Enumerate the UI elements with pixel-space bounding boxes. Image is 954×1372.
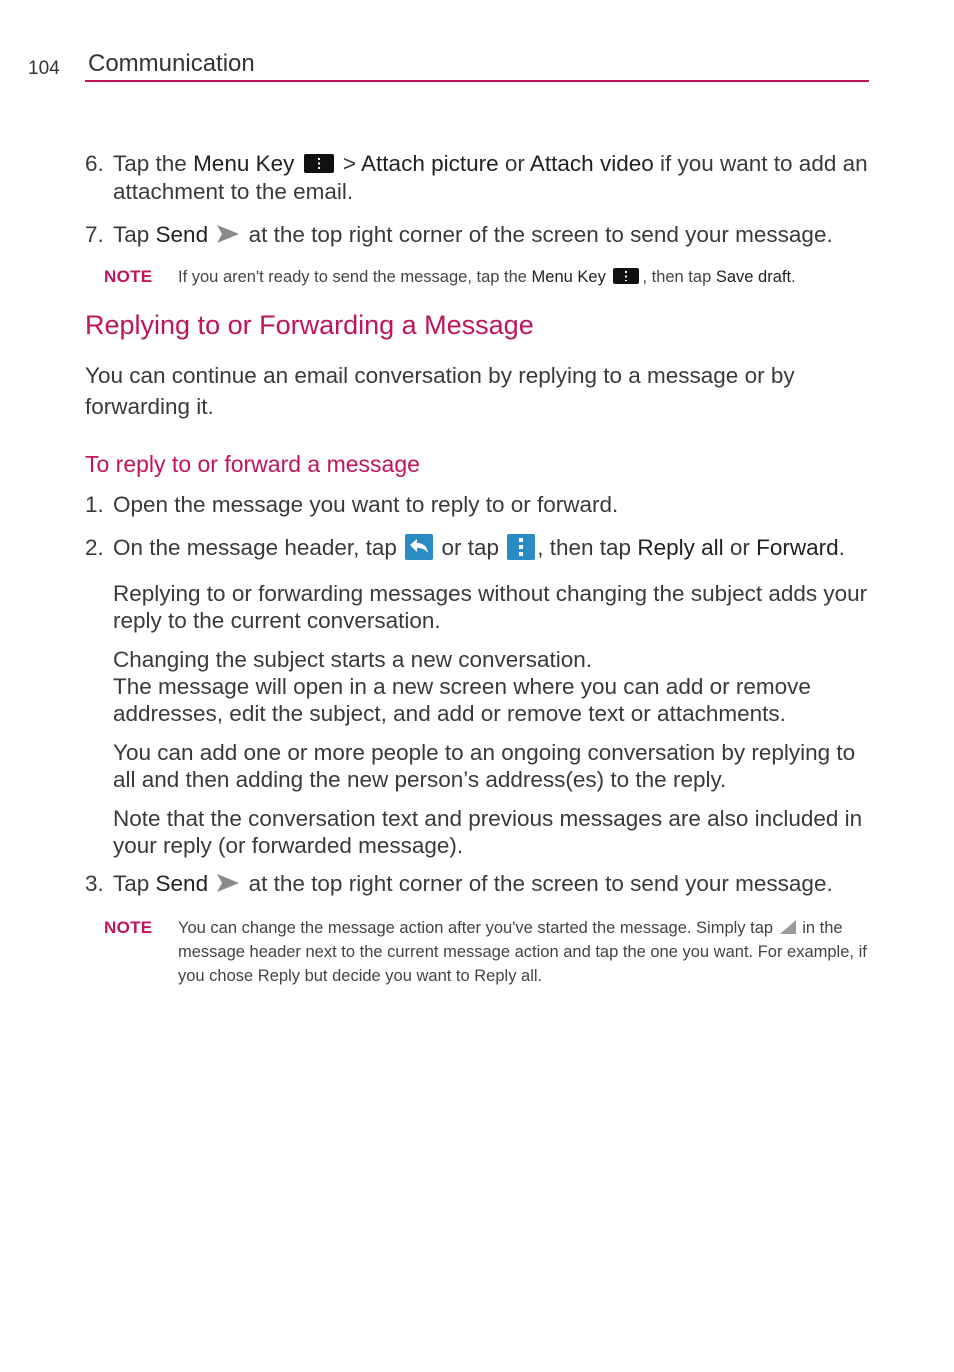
dropdown-triangle-icon xyxy=(778,919,798,935)
reply-step-1: 1. Open the message you want to reply to or forward. xyxy=(85,492,619,517)
reply-step-3: 3. Tap Send at the top right corner of the screen to send your message. xyxy=(85,871,833,896)
paragraph: Replying to or forwarding messages without changing the subject adds your reply to the current conversation. xyxy=(113,581,868,633)
subsection-heading: To reply to or forward a message xyxy=(85,451,420,477)
note-text: You can change the message action after you've started the message. Simply tap in the message header next to the current message action and tap the one you want. For example, if you chose Reply but decide you want to Reply all. xyxy=(178,919,867,985)
send-label: Send xyxy=(155,222,209,247)
paragraph: Note that the conversation text and previous messages are also included in your reply (or forwarded message). xyxy=(113,806,863,858)
forward-label: Forward xyxy=(756,535,839,560)
reply-icon xyxy=(405,534,433,560)
step-number: 7. xyxy=(85,222,104,247)
header-rule xyxy=(85,80,869,82)
paragraph: Changing the subject starts a new conversation. xyxy=(113,647,593,672)
note-label: NOTE xyxy=(104,267,153,286)
attach-video-label: Attach video xyxy=(529,151,654,176)
send-icon xyxy=(214,871,242,895)
step-number: 3. xyxy=(85,871,104,896)
menu-key-icon xyxy=(304,154,334,173)
send-icon xyxy=(214,222,242,246)
step-number: 2. xyxy=(85,535,104,560)
attach-picture-label: Attach picture xyxy=(361,151,499,176)
step-number: 1. xyxy=(85,492,104,517)
overflow-menu-icon xyxy=(507,534,535,560)
menu-key-label: Menu Key xyxy=(531,268,606,286)
step-number: 6. xyxy=(85,151,104,176)
paragraph: You can add one or more people to an ongoing conversation by replying to all and then adding the new person’s address(es) to the reply. xyxy=(113,740,856,792)
reply-all-label: Reply all xyxy=(637,535,724,560)
page-number: 104 xyxy=(28,58,60,79)
note-label: NOTE xyxy=(104,918,153,937)
reply-step-2: 2. On the message header, tap or tap , then tap Reply all or Forward. xyxy=(85,535,845,560)
step-6: 6. Tap the Menu Key > Attach picture or Attach video if you want to add an attachment to the email. xyxy=(85,151,868,204)
send-label: Send xyxy=(155,871,209,896)
section-heading: Replying to or Forwarding a Message xyxy=(85,310,534,340)
section-intro: You can continue an email conversation by replying to a message or by forwarding it. xyxy=(85,363,795,419)
menu-key-icon xyxy=(613,268,639,284)
note-text: If you aren't ready to send the message, tap the Menu Key , then tap Save draft. xyxy=(178,268,796,286)
save-draft-label: Save draft xyxy=(715,268,792,286)
menu-key-label: Menu Key xyxy=(193,151,295,176)
section-header: Communication xyxy=(88,50,255,77)
paragraph: The message will open in a new screen where you can add or remove addresses, edit the subject, and add or remove text or attachments. xyxy=(113,674,811,726)
step-7: 7. Tap Send at the top right corner of the screen to send your message. xyxy=(85,222,833,247)
